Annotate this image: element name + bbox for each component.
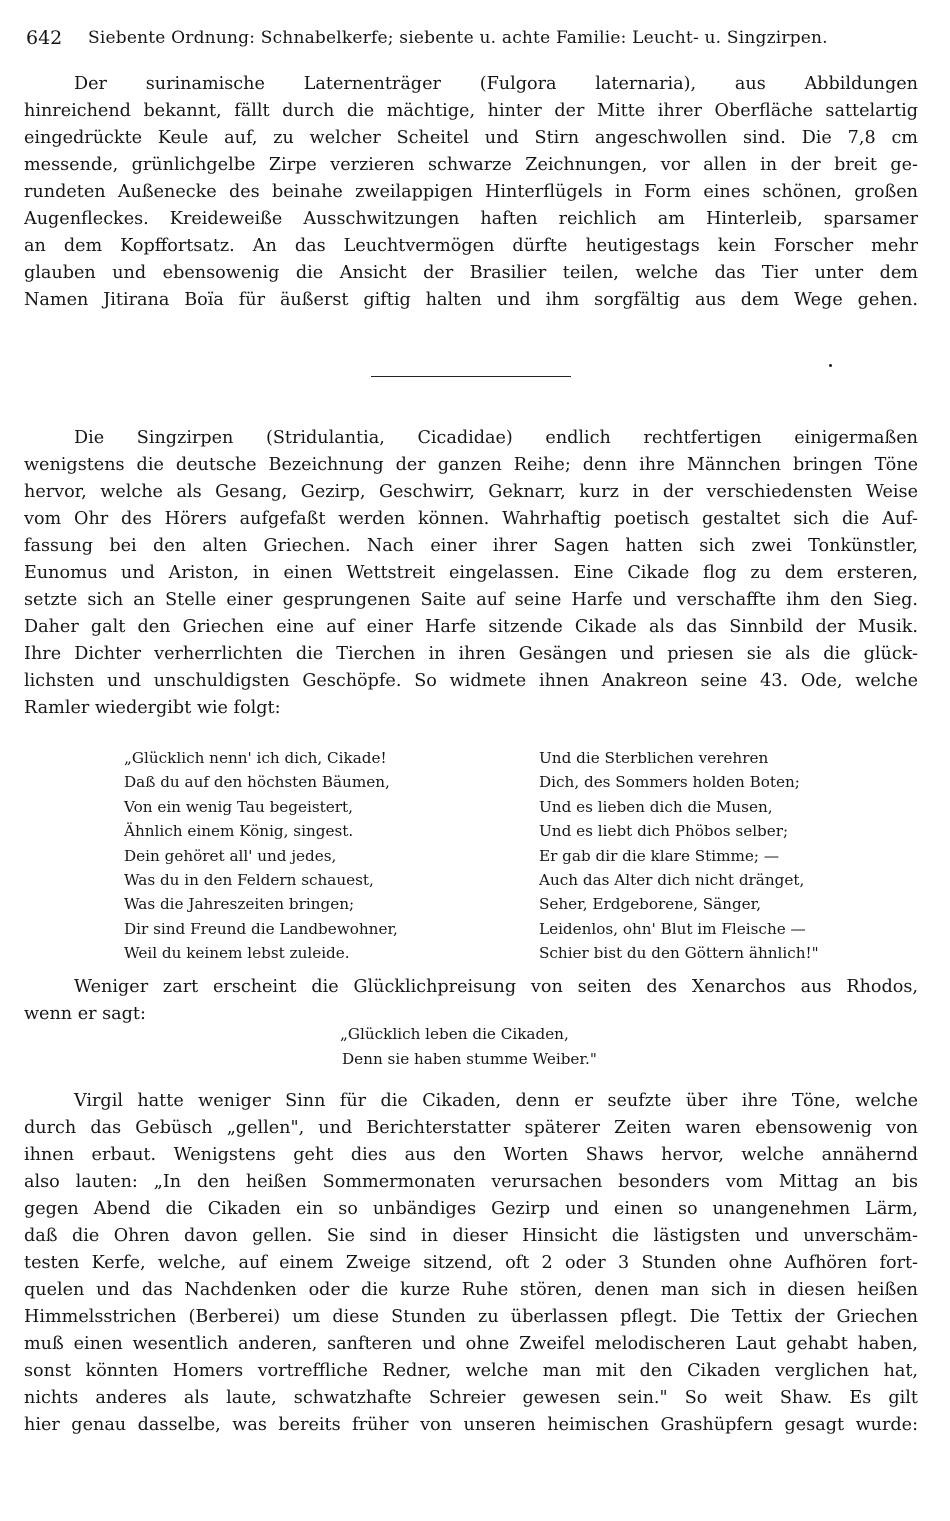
text-line: daß die Ohren davon gellen. Sie sind in dieser Hinsicht die lästigsten und unverschäm- (24, 1226, 918, 1246)
quote-xenarchos (340, 1022, 760, 1072)
text-line: rundeten Außenecke des beinahe zweilappigen Hinterflügels in Form eines schönen, großen (24, 182, 918, 202)
text-line: sonst könnten Homers vortreffliche Redner, welche man mit den Cikaden verglichen hat, (24, 1361, 918, 1381)
text-line: hier genau dasselbe, was bereits früher von unseren heimischen Grashüpfern gesagt wurde: (24, 1415, 918, 1435)
text-line: Himmelsstrichen (Berberei) um diese Stunden zu überlassen pflegt. Die Tettix der Griechen (24, 1307, 918, 1327)
text-line: messende, grünlichgelbe Zirpe verzieren schwarze Zeichnungen, vor allen in der breit ge- (24, 155, 918, 175)
poem-line: Und die Sterblichen verehren (539, 749, 769, 767)
paragraph-virgil-shaw (24, 1088, 918, 1439)
text-line: hinreichend bekannt, fällt durch die mächtige, hinter der Mitte ihrer Oberfläche sattelartig (24, 101, 918, 121)
text-line: Der surinamische Laternenträger (Fulgora laternaria), aus Abbildungen (74, 74, 918, 94)
poem-line: Dein gehöret all' und jedes, (124, 846, 337, 865)
text-line: Ramler wiedergibt wie folgt: (24, 698, 281, 718)
poem-line: Daß du auf den höchsten Bäumen, (124, 773, 390, 792)
text-line: Daher galt den Griechen eine auf einer Harfe sitzende Cikade als das Sinnbild der Musik. (24, 617, 918, 637)
text-line: Die Singzirpen (Stridulantia, Cicadidae) endlich rechtfertigen einigermaßen (74, 428, 918, 448)
text-line: wenn er sagt: (24, 1004, 146, 1024)
paragraph-xenarchos (24, 974, 918, 1028)
text-line: Weniger zart erscheint die Glücklichpreisung von seiten des Xenarchos aus Rhodos, (74, 977, 918, 997)
text-line: nichts anderes als laute, schwatzhafte Schreier gewesen sein." So weit Shaw. Es gilt (24, 1388, 918, 1408)
paragraph-singzirpen (24, 425, 918, 722)
poem-line: Dich, des Sommers holden Boten; (539, 773, 800, 792)
running-header (26, 26, 926, 50)
text-line: eingedrückte Keule auf, zu welcher Scheitel und Stirn angeschwollen sind. Die 7,8 cm (24, 128, 918, 148)
poem-line: Er gab dir die klare Stimme; — (539, 846, 780, 865)
paragraph-laternentraeger (24, 71, 918, 314)
text-line: durch das Gebüsch „gellen", und Berichterstatter späterer Zeiten waren ebensowenig von (24, 1118, 918, 1138)
text-line: Eunomus und Ariston, in einen Wettstreit eingelassen. Eine Cikade flog zu dem ersteren, (24, 563, 918, 583)
text-line: fassung bei den alten Griechen. Nach einer ihrer Sagen hatten sich zwei Tonkünstler, (24, 536, 918, 556)
page-number: 642 (26, 27, 63, 49)
poem-line: Dir sind Freund die Landbewohner, (124, 919, 398, 938)
quote-line: Denn sie haben stumme Weiber." (342, 1050, 597, 1068)
text-line: ihnen erbaut. Wenigstens geht dies aus den Worten Shaws hervor, welche annähernd (24, 1145, 918, 1165)
text-line: Augenfleckes. Kreideweiße Ausschwitzungen haften reichlich am Hinterleib, sparsamer (24, 209, 918, 229)
quote-line: „Glücklich leben die Cikaden, (340, 1025, 569, 1043)
poem-column-left (124, 746, 398, 966)
text-line: muß einen wesentlich anderen, sanfteren und ohne Zweifel melodischeren Laut gehabt haben, (24, 1334, 918, 1354)
text-line: Ihre Dichter verherrlichten die Tierchen in ihren Gesängen und priesen sie als die glück- (24, 644, 918, 664)
text-line: quelen und das Nachdenken oder die kurze Ruhe stören, denen man sich in diesen heißen (24, 1280, 918, 1300)
poem-line: Leidenlos, ohn' Blut im Fleische — (539, 919, 806, 938)
text-line: vom Ohr des Hörers aufgefaßt werden können. Wahrhaftig poetisch gestaltet sich die Auf- (24, 509, 918, 529)
text-line: Virgil hatte weniger Sinn für die Cikaden, denn er seufzte über ihre Töne, welche (74, 1091, 918, 1111)
text-line: glauben und ebensowenig die Ansicht der Brasilier teilen, welche das Tier unter dem (24, 263, 918, 283)
text-line: Namen Jitirana Boïa für äußerst giftig halten und ihm sorgfältig aus dem Wege gehen. (24, 290, 918, 310)
text-line: wenigstens die deutsche Bezeichnung der ganzen Reihe; denn ihre Männchen bringen Töne (24, 455, 918, 475)
poem-line: „Glücklich nenn' ich dich, Cikade! (124, 749, 387, 767)
poem-line: Von ein wenig Tau begeistert, (124, 797, 353, 816)
poem-line: Was du in den Feldern schauest, (124, 870, 374, 889)
poem-line: Weil du keinem lebst zuleide. (124, 944, 350, 963)
poem-line: Ähnlich einem König, singest. (124, 822, 354, 841)
ink-speck (829, 364, 832, 367)
running-title: Siebente Ordnung: Schnabelkerfe; siebente u. achte Familie: Leucht- u. Singzirpen. (88, 28, 828, 48)
poem-line: Was die Jahreszeiten bringen; (124, 895, 355, 914)
poem-line: Schier bist du den Göttern ähnlich!" (539, 944, 819, 963)
text-line: also lauten: „In den heißen Sommermonaten verursachen besonders vom Mittag an bis (24, 1172, 918, 1192)
text-line: lichsten und unschuldigsten Geschöpfe. So widmete ihnen Anakreon seine 43. Ode, welche (24, 671, 918, 691)
text-line: hervor, welche als Gesang, Gezirp, Geschwirr, Geknarr, kurz in der verschiedensten Weise (24, 482, 918, 502)
poem-line: Seher, Erdgeborene, Sänger, (539, 895, 762, 914)
poem-line: Und es lieben dich die Musen, (539, 797, 773, 816)
poem-line: Und es liebt dich Phöbos selber; (539, 822, 789, 841)
text-line: testen Kerfe, welche, auf einem Zweige sitzend, oft 2 oder 3 Stunden ohne Aufhören fort- (24, 1253, 918, 1273)
text-line: an dem Kopffortsatz. An das Leuchtvermögen dürfte heutigestags kein Forscher mehr (24, 236, 918, 256)
text-line: gegen Abend die Cikaden ein so unbändiges Gezirp und einen so unangenehmen Lärm, (24, 1199, 918, 1219)
section-divider (371, 376, 571, 377)
poem-column-right (539, 746, 819, 966)
text-line: setzte sich an Stelle einer gesprungenen Saite auf seine Harfe und verschaffte ihm den Sieg. (24, 590, 918, 610)
poem-line: Auch das Alter dich nicht dränget, (539, 870, 805, 889)
